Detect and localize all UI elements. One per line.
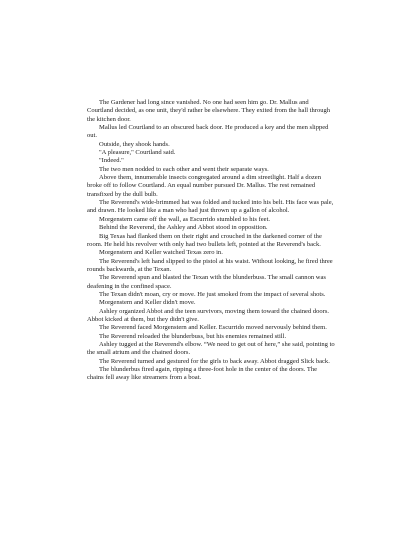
paragraph: Morgenstern and Keller didn't move. — [99, 299, 196, 307]
body-text — [87, 99, 335, 383]
paragraph: The Texan didn't moan, cry or move. He just smoked from the impact of several shots. — [99, 290, 326, 298]
paragraph: The Reverend spun and blasted the Texan with the blunderbuss. The small cannon was deafening in the confined space. — [87, 274, 326, 290]
paragraph: Big Texas had flanked them on their right and crouched in the darkened corner of the room. He held his revolver with only had two bullets left, pointed at the Reverend's back. — [87, 232, 322, 248]
paragraph: Above them, innumerable insects congregated around a dim streetlight. Half a dozen broke off to follow Courtland. An equal number pursued Dr. Mallus. The rest remained transfixed by the dull bulb. — [87, 174, 321, 198]
paragraph: The Reverend reloaded the blunderbuss, but his enemies remained still. — [99, 332, 287, 340]
paragraph: The Reverend faced Morgenstern and Keller. Escurrido moved nervously behind them. — [99, 324, 327, 332]
paragraph: The Reverend's left hand slipped to the pistol at his waist. Without looking, he fired three rounds backwards, at the Texan. — [87, 257, 333, 273]
paragraph: The Reverend turned and gestured for the girls to back away. Abbot dragged Slick back. — [99, 357, 330, 365]
paragraph: Ashley organized Abbot and the teen survivors, moving them toward the chained doors. Abbot kicked at them, but they didn't give. — [87, 307, 330, 323]
paragraph: Mallus led Courtland to an obscured back door. He produced a key and the men slipped out. — [87, 124, 329, 140]
paragraph: Morgenstern and Keller watched Texas zero in. — [99, 249, 223, 257]
paragraph: Behind the Reverend, the Ashley and Abbot stood in opposition. — [99, 224, 268, 232]
paragraph: Morgenstern came off the wall, as Escurrido stumbled to his feet. — [99, 215, 271, 223]
paragraph: The Reverend's wide-brimmed hat was folded and tucked into his belt. His face was pale, and drawn. He looked like a man who had just thrown up a gallon of alcohol. — [87, 199, 334, 215]
paragraph: The blunderbus fired again, ripping a three-foot hole in the center of the doors. The chains fell away like streamers from a boat. — [87, 366, 318, 382]
paragraph: The Gardener had long since vanished. No one had seen him go. Dr. Mallus and Courtland decided, as one unit, they'd rather be elsewhere. They exited from the hall through the kitchen door. — [87, 99, 331, 123]
paragraph: Outside, they shook hands. — [99, 140, 170, 148]
paragraph: Ashley tugged at the Reverend's elbow. “We need to get out of here,” she said, pointing to the small atrium and the chained doors. — [87, 340, 335, 357]
paragraph: "A pleasure," Courtland said. — [99, 149, 176, 157]
paragraph: "Indeed." — [99, 157, 124, 165]
paragraph: The two men nodded to each other and went their separate ways. — [99, 165, 269, 173]
